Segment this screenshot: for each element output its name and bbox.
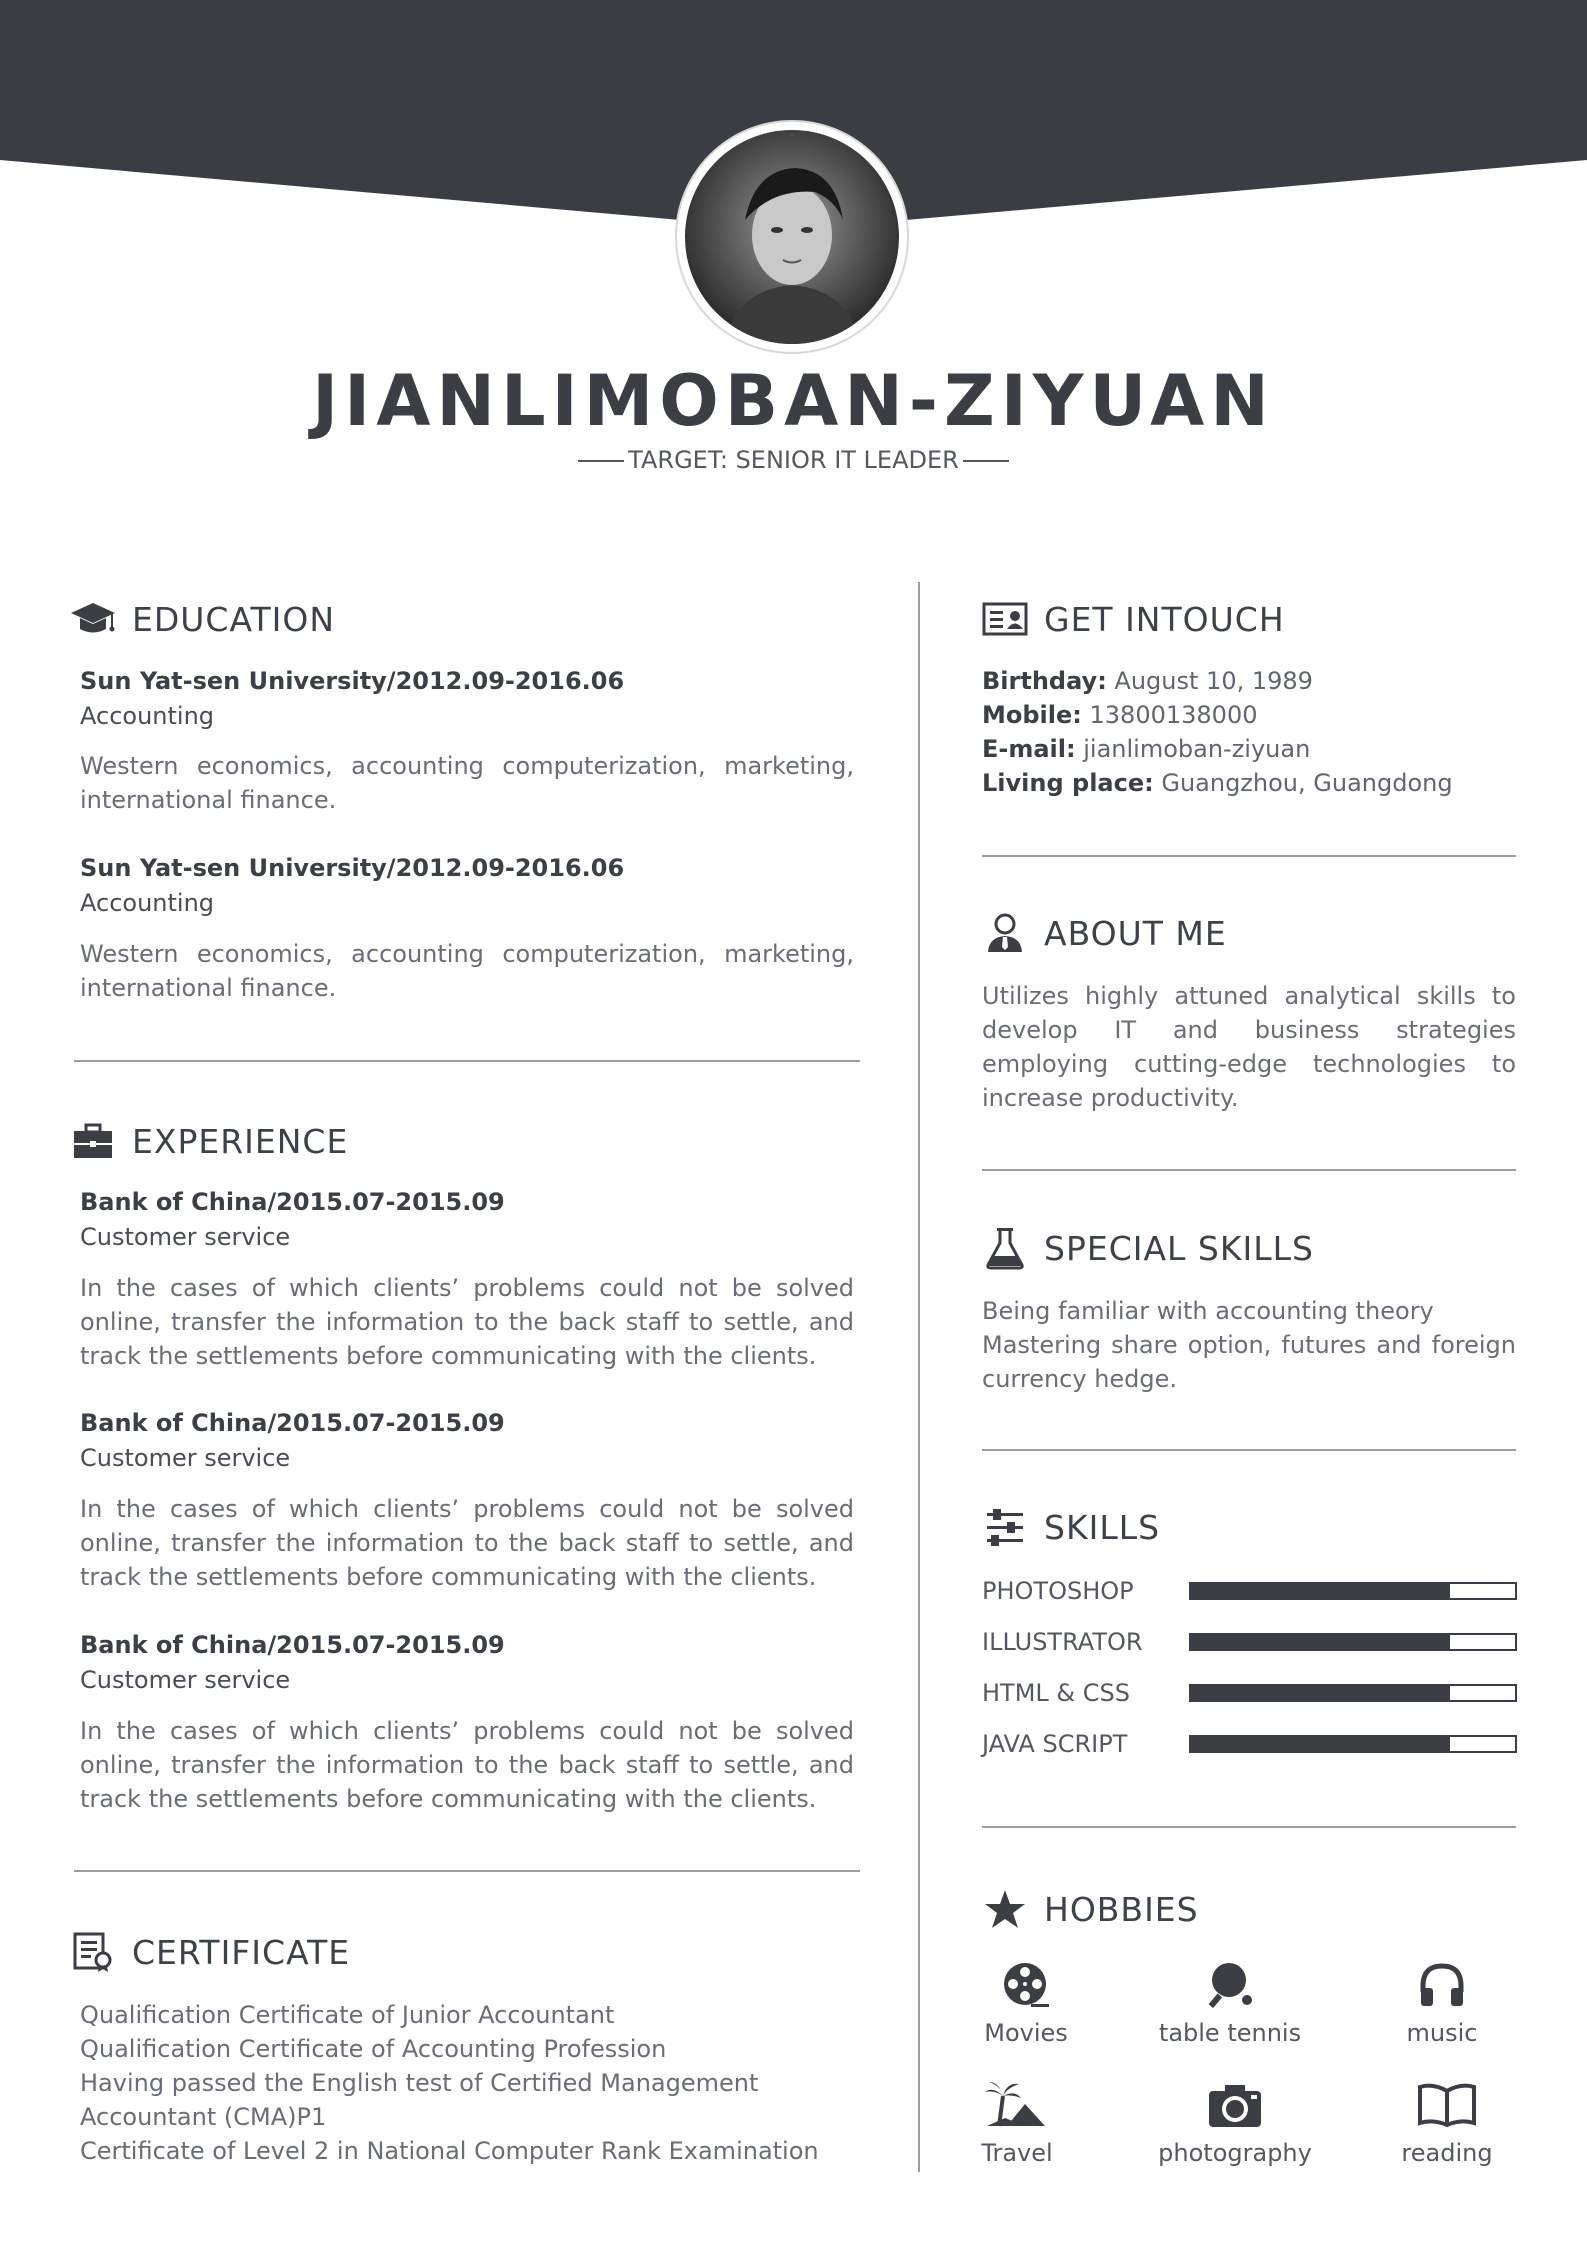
certificate-title: CERTIFICATE bbox=[132, 1932, 351, 1972]
about-header bbox=[982, 909, 1227, 957]
special-skill-line: Being familiar with accounting theory bbox=[982, 1297, 1434, 1325]
book-icon bbox=[1367, 2075, 1527, 2135]
sliders-icon bbox=[982, 1504, 1028, 1550]
hobby-reading bbox=[1367, 2075, 1527, 2167]
experience-entry-description: In the cases of which clients’ problems could not be solved online, transfer the information to the back staff to settle, and track the settlements before communicating with the clients. bbox=[80, 1274, 854, 1370]
hobby-label: table tennis bbox=[1158, 2019, 1302, 2047]
section-divider bbox=[982, 1826, 1516, 1828]
skill-level-bar bbox=[1189, 1735, 1517, 1753]
experience-header bbox=[70, 1117, 348, 1165]
career-target-text: TARGET: SENIOR IT LEADER bbox=[628, 446, 959, 474]
star-icon bbox=[982, 1886, 1028, 1932]
skill-level-fill bbox=[1191, 1635, 1450, 1649]
education-title: EDUCATION bbox=[132, 599, 336, 639]
education-entry-description: Western economics, accounting computerization, marketing, international finance. bbox=[80, 940, 854, 1002]
experience-entry-title: Bank of China/2015.07-2015.09 bbox=[80, 1188, 505, 1216]
experience-entry-description: In the cases of which clients’ problems could not be solved online, transfer the information to the back staff to settle, and track the settlements before communicating with the clients. bbox=[80, 1495, 854, 1591]
skill-label: PHOTOSHOP bbox=[982, 1577, 1134, 1605]
person-name: JIANLIMOBAN-ZIYUAN bbox=[312, 360, 1275, 442]
certificate-item: Qualification Certificate of Junior Accountant bbox=[80, 2001, 615, 2029]
hobby-table-tennis bbox=[1150, 1955, 1310, 2047]
special-skills-text bbox=[982, 1294, 1516, 1396]
certificate-item: Having passed the English test of Certified Management Accountant (CMA)P1 bbox=[80, 2069, 759, 2131]
skills-title: SKILLS bbox=[1044, 1507, 1161, 1547]
headphones-icon bbox=[1362, 1955, 1522, 2015]
experience-entry-subtitle: Customer service bbox=[80, 1223, 291, 1251]
experience-entry-subtitle: Customer service bbox=[80, 1444, 291, 1472]
graduation-cap-icon bbox=[70, 596, 116, 642]
education-entry-subtitle: Accounting bbox=[80, 702, 215, 730]
id-card-icon bbox=[982, 596, 1028, 642]
hobbies-header bbox=[982, 1885, 1199, 1933]
hobby-movies bbox=[946, 1955, 1106, 2047]
hobby-travel bbox=[937, 2075, 1097, 2167]
camera-icon bbox=[1155, 2075, 1315, 2135]
special-skill-line: Mastering share option, futures and foreign currency hedge. bbox=[982, 1331, 1516, 1393]
skill-label: HTML & CSS bbox=[982, 1679, 1130, 1707]
skill-label: JAVA SCRIPT bbox=[982, 1730, 1128, 1758]
about-title: ABOUT ME bbox=[1044, 913, 1227, 953]
skills-header bbox=[982, 1503, 1160, 1551]
hobby-label: Travel bbox=[981, 2139, 1053, 2167]
education-entry-description: Western economics, accounting computerization, marketing, international finance. bbox=[80, 752, 854, 814]
hobby-label: Movies bbox=[984, 2019, 1068, 2047]
hobby-label: reading bbox=[1401, 2139, 1493, 2167]
skill-level-bar bbox=[1189, 1633, 1517, 1651]
experience-title: EXPERIENCE bbox=[132, 1121, 349, 1161]
briefcase-icon bbox=[70, 1118, 116, 1164]
experience-entry-subtitle: Customer service bbox=[80, 1666, 291, 1694]
skill-level-fill bbox=[1191, 1686, 1450, 1700]
education-entry-title: Sun Yat-sen University/2012.09-2016.06 bbox=[80, 667, 625, 695]
email-row: E-mail: jianlimoban-ziyuan bbox=[982, 735, 1311, 763]
avatar bbox=[677, 122, 907, 352]
person-icon bbox=[982, 910, 1028, 956]
ping-pong-icon bbox=[1150, 1955, 1310, 2015]
section-divider bbox=[982, 1449, 1516, 1451]
hobby-label: music bbox=[1406, 2019, 1478, 2047]
living-place-row: Living place: Guangzhou, Guangdong bbox=[982, 769, 1453, 797]
education-header bbox=[70, 595, 335, 643]
profile-photo bbox=[685, 130, 899, 344]
contact-title: GET INTOUCH bbox=[1044, 599, 1285, 639]
skill-level-fill bbox=[1191, 1584, 1450, 1598]
special-skills-header bbox=[982, 1224, 1314, 1272]
certificate-item: Certificate of Level 2 in National Computer Rank Examination bbox=[80, 2137, 819, 2165]
certificate-list bbox=[80, 1998, 870, 2168]
section-divider bbox=[982, 1169, 1516, 1171]
hobbies-title: HOBBIES bbox=[1044, 1889, 1199, 1929]
certificate-icon bbox=[70, 1929, 116, 1975]
section-divider bbox=[74, 1060, 860, 1062]
hobby-label: photography bbox=[1158, 2139, 1312, 2167]
section-divider bbox=[74, 1870, 860, 1872]
about-text: Utilizes highly attuned analytical skills to develop IT and business strategies employing cutting-edge technologies to increase productivity. bbox=[982, 982, 1516, 1112]
palm-tree-icon bbox=[937, 2075, 1097, 2135]
hobby-music bbox=[1362, 1955, 1522, 2047]
film-reel-icon bbox=[946, 1955, 1106, 2015]
skill-label: ILLUSTRATOR bbox=[982, 1628, 1143, 1656]
experience-entry-title: Bank of China/2015.07-2015.09 bbox=[80, 1409, 505, 1437]
experience-entry-title: Bank of China/2015.07-2015.09 bbox=[80, 1631, 505, 1659]
skill-level-bar bbox=[1189, 1684, 1517, 1702]
skill-level-fill bbox=[1191, 1737, 1450, 1751]
contact-header bbox=[982, 595, 1285, 643]
flask-icon bbox=[982, 1225, 1028, 1271]
certificate-header bbox=[70, 1928, 350, 1976]
section-divider bbox=[982, 855, 1516, 857]
education-entry-title: Sun Yat-sen University/2012.09-2016.06 bbox=[80, 854, 625, 882]
hobby-photography bbox=[1155, 2075, 1315, 2167]
career-target bbox=[0, 446, 1587, 474]
education-entry-subtitle: Accounting bbox=[80, 889, 215, 917]
column-divider bbox=[918, 582, 920, 2172]
special-skills-title: SPECIAL SKILLS bbox=[1044, 1228, 1314, 1268]
experience-entry-description: In the cases of which clients’ problems could not be solved online, transfer the information to the back staff to settle, and track the settlements before communicating with the clients. bbox=[80, 1717, 854, 1813]
contact-info bbox=[982, 664, 1522, 800]
skill-level-bar bbox=[1189, 1582, 1517, 1600]
birthday-row: Birthday: August 10, 1989 bbox=[982, 667, 1313, 695]
mobile-row: Mobile: 13800138000 bbox=[982, 701, 1258, 729]
certificate-item: Qualification Certificate of Accounting Profession bbox=[80, 2035, 667, 2063]
